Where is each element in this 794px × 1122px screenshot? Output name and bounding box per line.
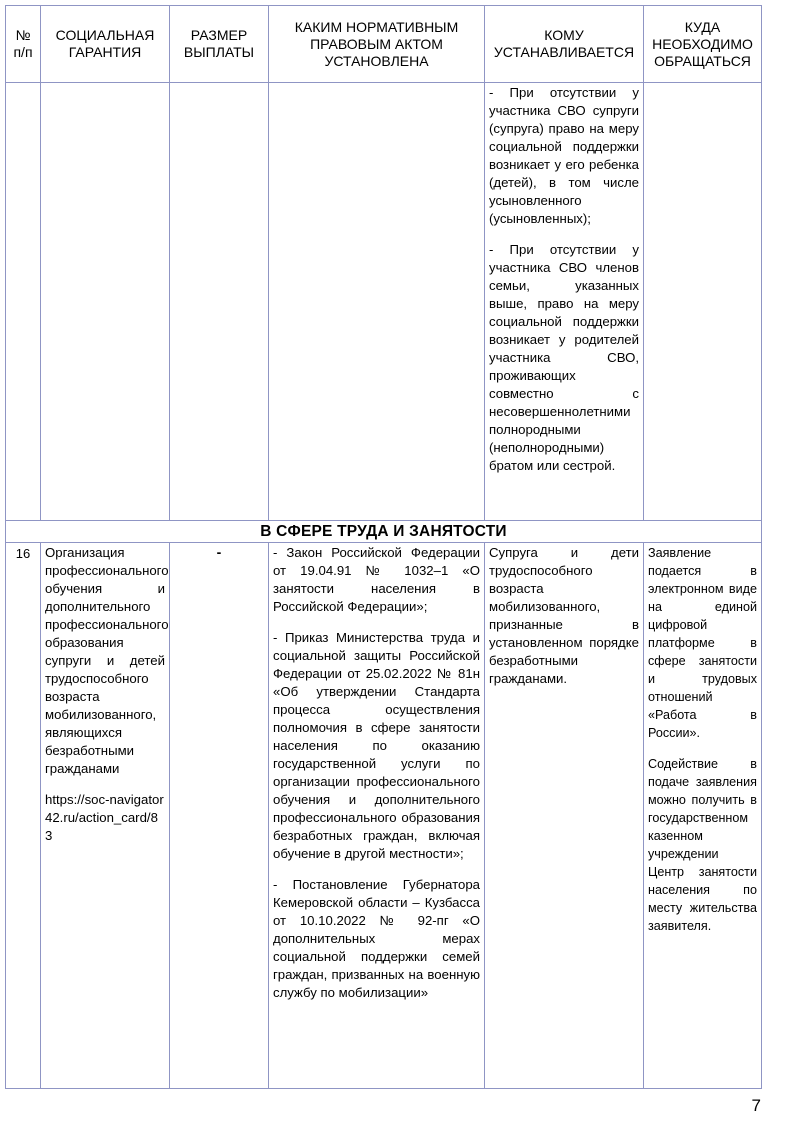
- table-header-row: [6, 6, 762, 83]
- continuation-num-cell: [6, 83, 41, 521]
- continuation-where-cell: [644, 83, 762, 521]
- header-guarantee-label: СОЦИАЛЬНАЯ ГАРАНТИЯ: [55, 27, 155, 60]
- act-item: - Закон Российской Федерации от 19.04.91 № 1032–1 «О занятости населения в Российской Федерации»;: [273, 545, 480, 614]
- page-number: 7: [751, 1096, 761, 1115]
- whom-paragraph: - При отсутствии у участника СВО членов семьи, указанных выше, право на меру социальной поддержки возникает у родителей участника СВО, проживающих совместно с несовершеннолетними полнородными (неполнородными) братом или сестрой.: [489, 242, 639, 473]
- where-paragraph: Содействие в подаче заявления можно получить в государственном казенном учреждении Центр занятости населения по месту жительства заявителя.: [648, 757, 757, 933]
- row16-acts: [269, 543, 484, 1002]
- continuation-whom-cell: [485, 83, 644, 521]
- act-item: - Постановление Губернатора Кемеровской области – Кузбасса от 10.10.2022 № 92-пг «О дополнительных мерах социальной поддержки семей граждан, призванных на военную службу по мобилизации»: [273, 877, 480, 1000]
- row16-whom: Супруга и дети трудоспособного возраста мобилизованного, признанные в установленном порядке безработными гражданами.: [489, 545, 639, 686]
- row16-where: [644, 543, 761, 935]
- header-guarantee: [41, 6, 170, 83]
- continuation-amount-cell: [170, 83, 269, 521]
- header-whom-label: КОМУ УСТАНАВЛИВАЕТСЯ: [493, 27, 635, 60]
- header-amount-label: РАЗМЕР ВЫПЛАТЫ: [183, 27, 255, 60]
- row16-num-cell: [6, 543, 41, 1089]
- act-item: - Приказ Министерства труда и социальной защиты Российской Федерации от 25.02.2022 № 81н «Об утверждении Стандарта процесса осуществления полномочия в сфере занятости населения по оказанию государственной услуги по организации профессионального обучения и дополнительного профессионального образования безработных граждан, включая обучение в другой местности»;: [273, 630, 480, 861]
- where-paragraph: Заявление подается в электронном виде на единой цифровой платформе в сфере занятости и трудовых отношений «Работа в России».: [648, 546, 757, 740]
- row16-amount-cell: [170, 543, 269, 1089]
- header-act: [269, 6, 485, 83]
- continuation-act-cell: [269, 83, 485, 521]
- row16-where-cell: [644, 543, 762, 1089]
- header-where: [644, 6, 762, 83]
- section-row: [6, 521, 762, 543]
- header-num-label: № п/п: [13, 27, 33, 60]
- whom-paragraph: - При отсутствии у участника СВО супруги (супруга) право на меру социальной поддержки возникает у его ребенка (детей), в том числе усыновленного (усыновленных);: [489, 85, 639, 226]
- header-where-label: КУДА НЕОБХОДИМО ОБРАЩАТЬСЯ: [652, 18, 753, 69]
- row16-guarantee: Организация профессионального обучения и дополнительного профессионального образования супруги и детей трудоспособного возраста мобилизованного, являющихся безработными гражданами: [45, 545, 169, 776]
- row16-guarantee-cell: [41, 543, 170, 1089]
- row16-link[interactable]: https://soc-navigator42.ru/action_card/83: [45, 792, 164, 843]
- section-title: В СФЕРЕ ТРУДА И ЗАНЯТОСТИ: [6, 521, 762, 543]
- row16-num: 16: [15, 546, 31, 561]
- continuation-whom-text: [485, 83, 643, 475]
- header-whom: [485, 6, 644, 83]
- social-guarantees-table: [5, 5, 762, 1089]
- continuation-row: [6, 83, 762, 521]
- header-amount: [170, 6, 269, 83]
- row16-amount: -: [216, 544, 222, 560]
- row16-act-cell: [269, 543, 485, 1089]
- continuation-guarantee-cell: [41, 83, 170, 521]
- row16-guarantee-text: [41, 543, 169, 845]
- header-act-label: КАКИМ НОРМАТИВНЫМ ПРАВОВЫМ АКТОМ УСТАНОВЛЕНА: [294, 18, 459, 69]
- table-row-16: [6, 543, 762, 1089]
- row16-whom-cell: [485, 543, 644, 1089]
- header-num: [6, 6, 41, 83]
